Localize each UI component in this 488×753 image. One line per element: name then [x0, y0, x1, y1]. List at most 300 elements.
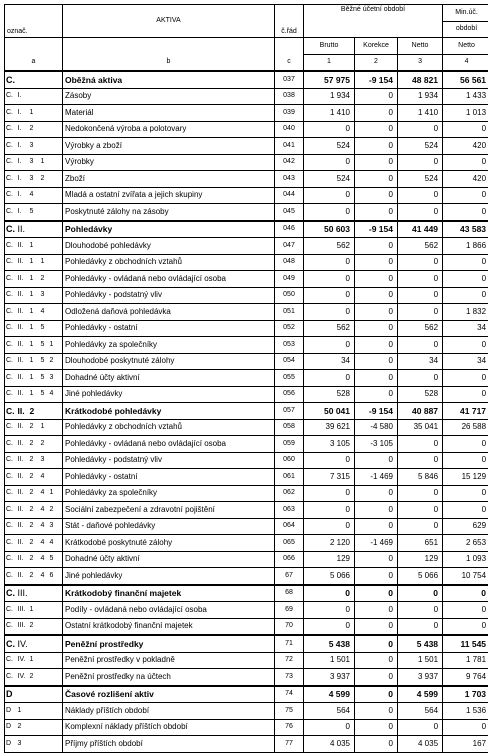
- row-mark-2: III.: [17, 585, 29, 602]
- row-mark-5: [49, 221, 63, 238]
- row-mark-4: 2: [40, 171, 49, 188]
- cell-netto: 4 599: [398, 686, 443, 703]
- cell-brutto: 0: [304, 304, 355, 321]
- row-mark-4: [40, 686, 49, 703]
- cell-netto: 0: [398, 602, 443, 619]
- table-row: [5, 238, 488, 255]
- row-mark-3: 2: [29, 121, 40, 138]
- cell-brutto: 0: [304, 452, 355, 469]
- cell-netto-prior: 1 832: [443, 304, 488, 321]
- row-mark-1: C.: [5, 304, 17, 321]
- row-label: Komplexní náklady příštích období: [63, 719, 275, 736]
- row-number: 066: [275, 551, 304, 568]
- row-mark-5: [49, 171, 63, 188]
- cell-brutto: 0: [304, 485, 355, 502]
- row-mark-2: [17, 686, 29, 703]
- header-c-rad: č.řád: [275, 5, 304, 38]
- row-label: Jiné pohledávky: [63, 568, 275, 585]
- row-mark-3: 3: [29, 171, 40, 188]
- cell-netto-prior: 420: [443, 171, 488, 188]
- row-mark-5: [49, 669, 63, 686]
- row-mark-1: C.: [5, 105, 17, 122]
- table-row: [5, 88, 488, 105]
- cell-korekce: -1 469: [355, 469, 398, 486]
- row-mark-4: [40, 602, 49, 619]
- row-mark-5: 3: [49, 518, 63, 535]
- row-mark-3: 2: [29, 469, 40, 486]
- row-mark-3: 3: [29, 154, 40, 171]
- cell-netto-prior: 1 866: [443, 238, 488, 255]
- cell-netto-prior: 34: [443, 320, 488, 337]
- cell-netto-prior: 0: [443, 585, 488, 602]
- header-sub-3: 3: [398, 54, 443, 71]
- table-row: [5, 568, 488, 585]
- row-number: 053: [275, 337, 304, 354]
- cell-korekce: -3 105: [355, 436, 398, 453]
- row-mark-3: [29, 221, 40, 238]
- row-mark-1: D: [5, 719, 17, 736]
- cell-netto-prior: 0: [443, 121, 488, 138]
- row-label: Pohledávky - ostatní: [63, 320, 275, 337]
- cell-brutto: 564: [304, 703, 355, 720]
- cell-korekce: 0: [355, 502, 398, 519]
- row-mark-4: 3: [40, 452, 49, 469]
- row-mark-1: C.: [5, 419, 17, 436]
- row-number: 063: [275, 502, 304, 519]
- cell-netto: 0: [398, 518, 443, 535]
- row-mark-2: II.: [17, 320, 29, 337]
- table-row: [5, 171, 488, 188]
- row-mark-3: 2: [29, 568, 40, 585]
- table-row: [5, 551, 488, 568]
- row-label: Peněžní prostředky na účtech: [63, 669, 275, 686]
- row-mark-1: D: [5, 736, 17, 753]
- cell-netto-prior: 2 653: [443, 535, 488, 552]
- row-mark-2: IV.: [17, 635, 29, 652]
- row-label: Pohledávky - ostatní: [63, 469, 275, 486]
- row-mark-4: 4: [40, 518, 49, 535]
- row-mark-3: 1: [29, 320, 40, 337]
- cell-netto: 0: [398, 585, 443, 602]
- row-mark-1: C.: [5, 287, 17, 304]
- cell-korekce: 0: [355, 452, 398, 469]
- cell-netto-prior: 0: [443, 254, 488, 271]
- cell-korekce: -9 154: [355, 221, 398, 238]
- row-mark-4: 1: [40, 154, 49, 171]
- row-mark-4: 5: [40, 353, 49, 370]
- row-mark-3: [29, 719, 40, 736]
- table-row: [5, 502, 488, 519]
- table-row: [5, 386, 488, 403]
- row-mark-1: C.: [5, 171, 17, 188]
- cell-netto: 0: [398, 502, 443, 519]
- row-mark-5: [49, 585, 63, 602]
- row-mark-5: [49, 254, 63, 271]
- row-label: Ostatní krátkodobý finanční majetek: [63, 618, 275, 635]
- cell-brutto: 1 934: [304, 88, 355, 105]
- row-number: 74: [275, 686, 304, 703]
- cell-netto: 34: [398, 353, 443, 370]
- row-mark-5: [49, 652, 63, 669]
- cell-brutto: 7 315: [304, 469, 355, 486]
- table-row: [5, 271, 488, 288]
- row-label: Pohledávky z obchodních vztahů: [63, 419, 275, 436]
- row-number: 054: [275, 353, 304, 370]
- table-row: [5, 337, 488, 354]
- row-mark-3: [29, 88, 40, 105]
- cell-netto-prior: 0: [443, 386, 488, 403]
- row-number: 058: [275, 419, 304, 436]
- cell-netto-prior: 0: [443, 370, 488, 387]
- row-mark-4: 4: [40, 502, 49, 519]
- row-mark-2: II.: [17, 271, 29, 288]
- row-mark-3: 1: [29, 386, 40, 403]
- row-mark-5: [49, 154, 63, 171]
- cell-korekce: -9 154: [355, 403, 398, 420]
- cell-korekce: -1 469: [355, 535, 398, 552]
- row-mark-3: 1: [29, 370, 40, 387]
- cell-korekce: 0: [355, 719, 398, 736]
- cell-netto-prior: 9 764: [443, 669, 488, 686]
- row-mark-3: 4: [29, 187, 40, 204]
- row-label: Poskytnuté zálohy na zásoby: [63, 204, 275, 221]
- table-row: [5, 353, 488, 370]
- cell-netto-prior: 0: [443, 452, 488, 469]
- row-mark-4: 2: [40, 271, 49, 288]
- table-row: [5, 71, 488, 88]
- cell-netto-prior: 0: [443, 271, 488, 288]
- cell-netto-prior: 1 093: [443, 551, 488, 568]
- row-number: 70: [275, 618, 304, 635]
- header-min-uc: Min.úč.: [443, 5, 488, 22]
- row-mark-2: II.: [17, 337, 29, 354]
- table-row: [5, 452, 488, 469]
- cell-brutto: 524: [304, 171, 355, 188]
- row-mark-2: II.: [17, 238, 29, 255]
- row-mark-5: 5: [49, 551, 63, 568]
- row-label: Pohledávky - ovládaná nebo ovládající osoba: [63, 436, 275, 453]
- cell-brutto: 0: [304, 618, 355, 635]
- row-mark-2: II.: [17, 436, 29, 453]
- row-mark-5: [49, 121, 63, 138]
- cell-netto: 4 035: [398, 736, 443, 753]
- cell-netto: 0: [398, 287, 443, 304]
- row-mark-4: [40, 403, 49, 420]
- row-mark-4: [40, 585, 49, 602]
- cell-brutto: 0: [304, 518, 355, 535]
- row-mark-3: [29, 71, 40, 88]
- row-mark-3: 3: [29, 138, 40, 155]
- balance-sheet: [4, 4, 480, 753]
- row-mark-5: [49, 602, 63, 619]
- cell-korekce: 0: [355, 105, 398, 122]
- row-mark-2: II.: [17, 551, 29, 568]
- row-number: 69: [275, 602, 304, 619]
- row-mark-5: [49, 452, 63, 469]
- table-row: [5, 403, 488, 420]
- row-mark-4: 4: [40, 485, 49, 502]
- cell-netto-prior: 0: [443, 602, 488, 619]
- cell-brutto: 1 501: [304, 652, 355, 669]
- cell-netto: 564: [398, 703, 443, 720]
- cell-netto-prior: 43 583: [443, 221, 488, 238]
- cell-brutto: 0: [304, 287, 355, 304]
- row-number: 039: [275, 105, 304, 122]
- row-mark-2: I.: [17, 154, 29, 171]
- row-number: 77: [275, 736, 304, 753]
- cell-netto: 528: [398, 386, 443, 403]
- cell-netto-prior: 1 013: [443, 105, 488, 122]
- row-mark-2: II.: [17, 469, 29, 486]
- cell-korekce: 0: [355, 254, 398, 271]
- row-mark-3: [29, 585, 40, 602]
- row-mark-2: II.: [17, 370, 29, 387]
- cell-netto: 41 449: [398, 221, 443, 238]
- cell-korekce: -9 154: [355, 71, 398, 88]
- row-mark-5: [49, 686, 63, 703]
- cell-brutto: 50 041: [304, 403, 355, 420]
- row-mark-4: 5: [40, 386, 49, 403]
- row-label: Pohledávky - podstatný vliv: [63, 287, 275, 304]
- cell-netto: 0: [398, 121, 443, 138]
- cell-brutto: 2 120: [304, 535, 355, 552]
- row-mark-4: [40, 204, 49, 221]
- cell-brutto: 5 066: [304, 568, 355, 585]
- table-row: [5, 618, 488, 635]
- cell-brutto: 4 035: [304, 736, 355, 753]
- cell-netto: 48 821: [398, 71, 443, 88]
- cell-korekce: -4 580: [355, 419, 398, 436]
- row-mark-1: C.: [5, 485, 17, 502]
- row-label: Oběžná aktiva: [63, 71, 275, 88]
- cell-netto-prior: 11 545: [443, 635, 488, 652]
- row-mark-4: 4: [40, 304, 49, 321]
- table-row: [5, 635, 488, 652]
- row-mark-1: C.: [5, 187, 17, 204]
- row-number: 050: [275, 287, 304, 304]
- row-mark-1: C.: [5, 618, 17, 635]
- cell-brutto: 0: [304, 585, 355, 602]
- cell-brutto: 5 438: [304, 635, 355, 652]
- row-mark-5: 4: [49, 386, 63, 403]
- cell-korekce: 0: [355, 121, 398, 138]
- row-label: Odložená daňová pohledávka: [63, 304, 275, 321]
- row-mark-3: 2: [29, 485, 40, 502]
- cell-netto: 0: [398, 436, 443, 453]
- header-brutto: Brutto: [304, 38, 355, 55]
- cell-netto: 1 410: [398, 105, 443, 122]
- cell-netto: 562: [398, 320, 443, 337]
- row-number: 72: [275, 652, 304, 669]
- row-mark-2: II.: [17, 535, 29, 552]
- row-number: 064: [275, 518, 304, 535]
- row-mark-3: 2: [29, 403, 40, 420]
- row-mark-3: 1: [29, 353, 40, 370]
- cell-brutto: 0: [304, 121, 355, 138]
- cell-netto: 129: [398, 551, 443, 568]
- row-number: 040: [275, 121, 304, 138]
- row-label: Zboží: [63, 171, 275, 188]
- row-mark-4: [40, 221, 49, 238]
- row-mark-3: 2: [29, 502, 40, 519]
- cell-brutto: 562: [304, 238, 355, 255]
- table-row: [5, 585, 488, 602]
- row-mark-4: [40, 635, 49, 652]
- row-mark-2: II.: [17, 353, 29, 370]
- cell-netto-prior: 15 129: [443, 469, 488, 486]
- row-number: 060: [275, 452, 304, 469]
- cell-brutto: 129: [304, 551, 355, 568]
- cell-netto-prior: 1 433: [443, 88, 488, 105]
- row-mark-5: [49, 403, 63, 420]
- header-sub-a: a: [5, 54, 63, 71]
- header-bezne: Běžné účetní období: [304, 5, 443, 38]
- row-mark-2: III.: [17, 618, 29, 635]
- cell-netto: 1 934: [398, 88, 443, 105]
- table-row: [5, 419, 488, 436]
- row-number: 71: [275, 635, 304, 652]
- row-label: Krátkodobý finanční majetek: [63, 585, 275, 602]
- row-number: 75: [275, 703, 304, 720]
- row-mark-4: [40, 88, 49, 105]
- row-mark-2: III.: [17, 602, 29, 619]
- row-mark-5: 2: [49, 353, 63, 370]
- row-mark-1: C.: [5, 518, 17, 535]
- row-number: 68: [275, 585, 304, 602]
- cell-korekce: 0: [355, 204, 398, 221]
- row-mark-4: [40, 105, 49, 122]
- row-mark-2: I.: [17, 171, 29, 188]
- row-label: Dlouhodobé pohledávky: [63, 238, 275, 255]
- table-row: [5, 254, 488, 271]
- row-label: Mladá a ostatní zvířata a jejich skupiny: [63, 187, 275, 204]
- row-label: Dohadné účty aktivní: [63, 370, 275, 387]
- cell-korekce: 0: [355, 518, 398, 535]
- row-label: Peněžní prostředky: [63, 635, 275, 652]
- cell-netto-prior: 1 703: [443, 686, 488, 703]
- row-mark-2: II.: [17, 386, 29, 403]
- cell-brutto: 562: [304, 320, 355, 337]
- table-row: [5, 138, 488, 155]
- row-label: Podíly - ovládaná nebo ovládající osoba: [63, 602, 275, 619]
- header-sub-2: 2: [355, 54, 398, 71]
- row-mark-3: 1: [29, 271, 40, 288]
- table-row: [5, 736, 488, 753]
- cell-netto: 0: [398, 337, 443, 354]
- row-mark-5: [49, 436, 63, 453]
- row-mark-3: 1: [29, 105, 40, 122]
- row-mark-1: C.: [5, 71, 17, 88]
- row-mark-5: [49, 105, 63, 122]
- row-mark-1: C.: [5, 121, 17, 138]
- cell-brutto: 0: [304, 719, 355, 736]
- cell-brutto: 0: [304, 370, 355, 387]
- cell-brutto: 0: [304, 337, 355, 354]
- row-label: Výrobky: [63, 154, 275, 171]
- row-number: 057: [275, 403, 304, 420]
- row-mark-1: D: [5, 703, 17, 720]
- row-mark-3: 2: [29, 618, 40, 635]
- row-mark-1: C.: [5, 204, 17, 221]
- row-mark-1: C.: [5, 254, 17, 271]
- cell-korekce: 0: [355, 370, 398, 387]
- row-label: Časové rozlišení aktiv: [63, 686, 275, 703]
- row-mark-1: C.: [5, 154, 17, 171]
- header-netto: Netto: [398, 38, 443, 55]
- row-number: 062: [275, 485, 304, 502]
- header-oznac: označ.: [5, 5, 63, 38]
- cell-korekce: 0: [355, 686, 398, 703]
- row-mark-2: I.: [17, 121, 29, 138]
- cell-korekce: 0: [355, 88, 398, 105]
- row-number: 044: [275, 187, 304, 204]
- table-row: [5, 469, 488, 486]
- cell-brutto: 34: [304, 353, 355, 370]
- row-mark-5: [49, 271, 63, 288]
- row-mark-5: [49, 238, 63, 255]
- cell-netto-prior: 0: [443, 436, 488, 453]
- cell-brutto: 528: [304, 386, 355, 403]
- cell-korekce: 0: [355, 568, 398, 585]
- cell-netto-prior: 0: [443, 618, 488, 635]
- row-mark-5: [49, 138, 63, 155]
- cell-netto: 0: [398, 187, 443, 204]
- cell-netto: 0: [398, 204, 443, 221]
- row-mark-2: IV.: [17, 652, 29, 669]
- row-number: 061: [275, 469, 304, 486]
- row-number: 052: [275, 320, 304, 337]
- row-mark-3: 1: [29, 238, 40, 255]
- row-mark-5: [49, 469, 63, 486]
- row-mark-2: II.: [17, 485, 29, 502]
- row-mark-3: 1: [29, 287, 40, 304]
- row-mark-5: [49, 703, 63, 720]
- cell-netto-prior: 41 717: [443, 403, 488, 420]
- row-mark-3: 1: [29, 602, 40, 619]
- row-mark-5: 2: [49, 502, 63, 519]
- cell-brutto: 4 599: [304, 686, 355, 703]
- row-mark-1: C.: [5, 337, 17, 354]
- row-mark-3: 1: [29, 652, 40, 669]
- cell-netto-prior: 0: [443, 187, 488, 204]
- header-sub-1: 1: [304, 54, 355, 71]
- cell-korekce: 0: [355, 353, 398, 370]
- cell-netto-prior: 10 754: [443, 568, 488, 585]
- row-mark-1: C.: [5, 238, 17, 255]
- row-mark-2: I.: [17, 204, 29, 221]
- row-mark-1: C.: [5, 551, 17, 568]
- cell-korekce: 0: [355, 585, 398, 602]
- cell-korekce: 0: [355, 138, 398, 155]
- row-mark-2: 3: [17, 736, 29, 753]
- cell-netto-prior: 1 781: [443, 652, 488, 669]
- cell-netto-prior: 1 536: [443, 703, 488, 720]
- row-mark-2: II.: [17, 304, 29, 321]
- row-mark-5: [49, 88, 63, 105]
- row-mark-4: 5: [40, 320, 49, 337]
- row-number: 065: [275, 535, 304, 552]
- header-aktiva: AKTIVA: [63, 5, 275, 38]
- row-label: Dohadné účty aktivní: [63, 551, 275, 568]
- cell-korekce: 0: [355, 386, 398, 403]
- table-row: [5, 121, 488, 138]
- row-number: 055: [275, 370, 304, 387]
- row-label: Zásoby: [63, 88, 275, 105]
- row-mark-1: D: [5, 686, 17, 703]
- row-label: Příjmy příštích období: [63, 736, 275, 753]
- header-sub-b: b: [63, 54, 275, 71]
- row-mark-5: [49, 618, 63, 635]
